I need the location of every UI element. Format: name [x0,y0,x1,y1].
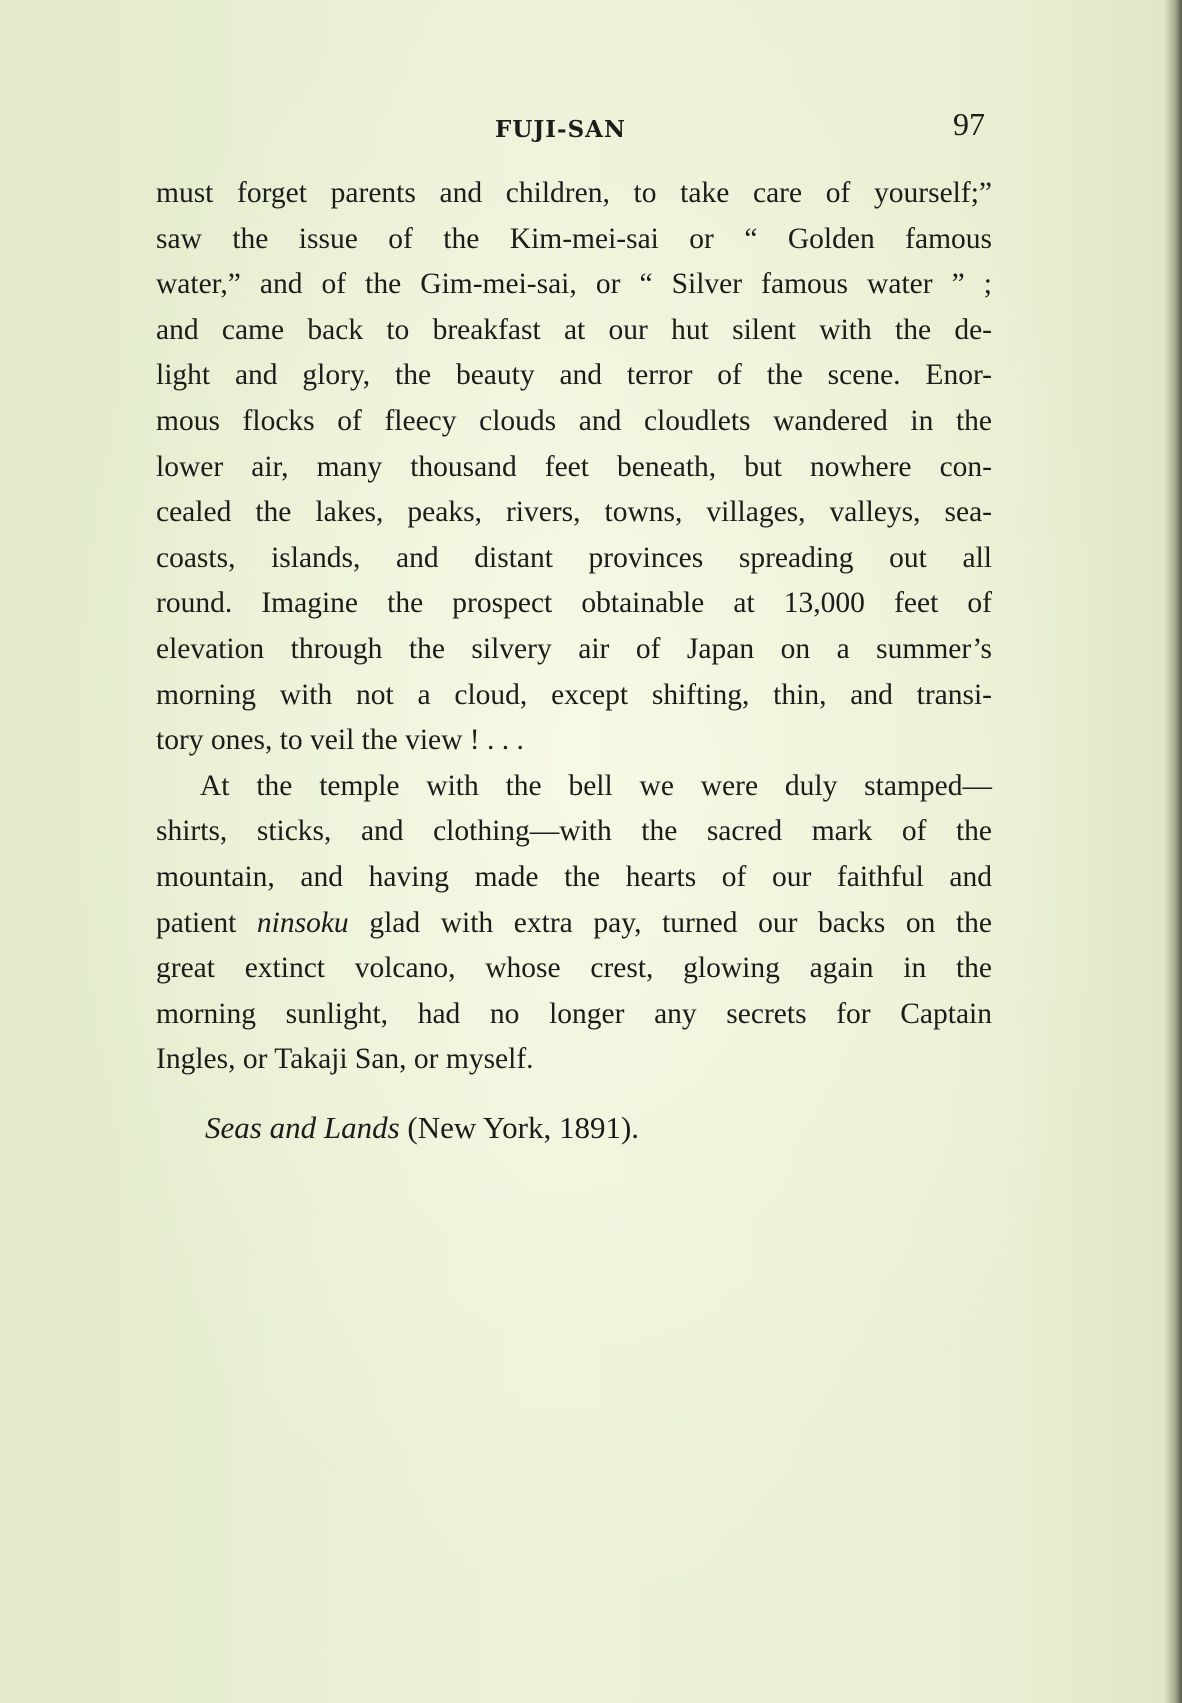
text-line: mountain, and having made the hearts of our faithful and [156,860,992,893]
text-line: lower air, many thousand feet beneath, but nowhere con- [156,450,992,483]
text-line: cealed the lakes, peaks, rivers, towns, villages, valleys, sea- [156,496,992,529]
text-line: Ingles, or Takaji San, or myself. [156,1043,534,1076]
running-title: FUJI-SAN [495,116,627,143]
text-line: morning sunlight, had no longer any secrets for Captain [156,997,992,1030]
italic-word-ninsoku: ninsoku [256,906,349,939]
text-line: shirts, sticks, and clothing—with the sacred mark of the [156,815,992,848]
text-line: light and glory, the beauty and terror of the scene. Enor- [156,359,992,392]
source-citation [205,1110,639,1146]
text-line-ninsoku [156,901,992,947]
page-number: 97 [953,106,985,142]
line-segment: glad with extra pay, turned our backs on the [348,906,992,939]
line-segment: patient [156,906,257,939]
text-line: At the temple with the bell we were duly stamped— [200,769,992,802]
text-line: round. Imagine the prospect obtainable at 13,000 feet of [156,587,992,620]
page-header [150,100,985,150]
text-line: tory ones, to veil the view ! . . . [156,724,524,757]
text-line: great extinct volcano, whose crest, glowing again in the [156,952,992,985]
text-line: elevation through the silvery air of Japan on a summer’s [156,632,992,665]
text-line: coasts, islands, and distant provinces spreading out all [156,541,992,574]
text-line: mous flocks of fleecy clouds and cloudlets wandered in the [156,404,992,437]
text-line: saw the issue of the Kim-mei-sai or “ Golden famous [156,222,992,255]
text-line: water,” and of the Gim-mei-sai, or “ Silver famous water ” ; [156,268,992,301]
text-line: must forget parents and children, to take care of yourself;” [156,177,992,209]
citation-title: Seas and Lands [205,1110,400,1145]
text-line: and came back to breakfast at our hut silent with the de- [156,313,992,346]
page-edge-shadow [1164,0,1182,1703]
body-text [156,171,992,1083]
text-line: morning with not a cloud, except shifting, thin, and transi- [156,678,992,711]
citation-details: (New York, 1891). [399,1110,640,1145]
